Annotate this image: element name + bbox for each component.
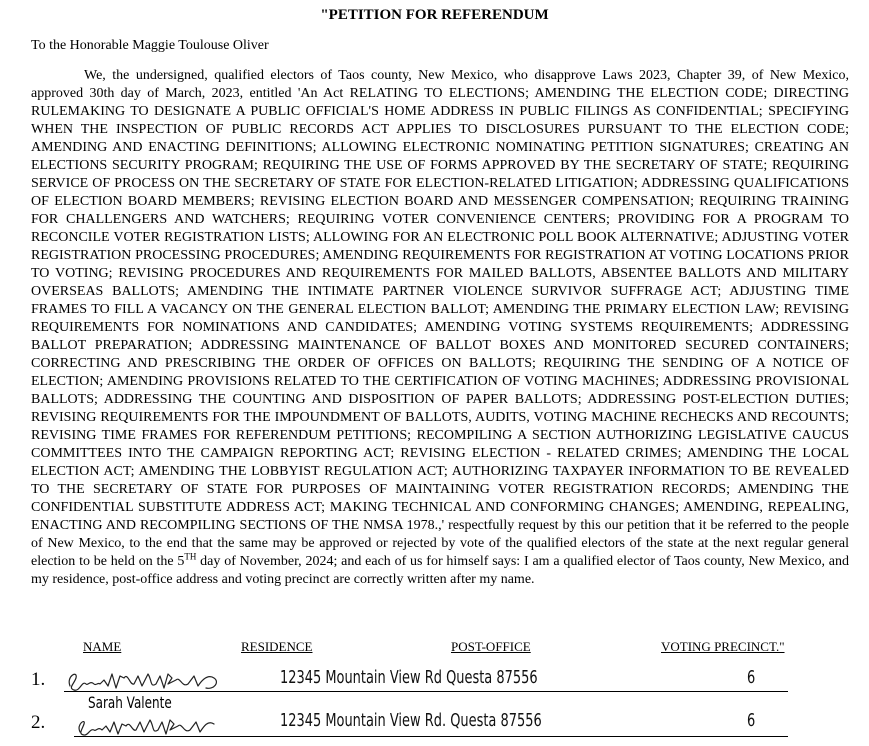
petition-body-end: day of November, 2024; and each of us for himself says: I am a qualified elector of Taos county, New Mexico, and my residence, post-office address and voting precinct are correctly written after my name. (31, 554, 850, 587)
column-header-name: NAME (83, 639, 122, 654)
ordinal-superscript: TH (184, 551, 197, 562)
row-number: 2. (31, 712, 46, 733)
salutation: To the Honorable Maggie Toulouse Oliver (31, 38, 269, 53)
signature-row (0, 706, 869, 746)
petition-body (31, 67, 849, 589)
residence-value: 12345 Mountain View Rd Questa 87556 (280, 667, 538, 688)
signature-image (74, 710, 224, 738)
printed-name: Sarah Valente (88, 693, 172, 712)
signature-image (64, 666, 234, 694)
precinct-value: 6 (747, 710, 756, 731)
page-title: "PETITION FOR REFERENDUM (320, 7, 549, 23)
residence-value: 12345 Mountain View Rd. Questa 87556 (280, 710, 542, 731)
row-number: 1. (31, 669, 46, 690)
petition-body-main: We, the undersigned, qualified electors of Taos county, New Mexico, who disapprove Laws 2023, Chapter 39, of New Mexico, approved 30th day of March, 2023, entitled 'An Act RELATING TO ELECTIONS; AMENDING THE ELECTION CODE; DIRECTING RULEMAKING TO DESIGNATE A PUBLIC OFFICIAL'S HOME ADDRESS IN PUBLIC FILINGS AS CONFIDENTIAL; SPECIFYING WHEN THE INSPECTION OF PUBLIC RECORDS ACT APPLIES TO DISCLOSURES PURSUANT TO THE ELECTION CODE; AMENDING AND ENACTING DEFINITIONS; ALLOWING ELECTRONIC NOMINATING PETITION SIGNATURES; CREATING AN ELECTIONS SECURITY PROGRAM; REQUIRING THE USE OF FORMS APPROVED BY THE SECRETARY OF STATE; REQUIRING SERVICE OF PROCESS ON THE SECRETARY OF STATE FOR ELECTION-RELATED LITIGATION; ADDRESSING QUALIFICATIONS OF ELECTION BOARD MEMBERS; REVISING ELECTION BOARD AND MESSENGER COMPENSATION; REQUIRING TRAINING FOR CHALLENGERS AND WATCHERS; REQUIRING VOTER CONVENIENCE CENTERS; PROVIDING FOR A PROGRAM TO RECONCILE VOTER REGISTRATION LISTS; ALLOWING FOR AN ELECTRONIC POLL BOOK ALTERNATIVE; ADJUSTING VOTER REGISTRATION PROCESSING PROCEDURES; AMENDING REQUIREMENTS FOR REGISTRATION AT VOTING LOCATIONS PRIOR TO VOTING; REVISING PROCEDURES AND REQUIREMENTS FOR MAILED BALLOTS, ABSENTEE BALLOTS AND MILITARY OVERSEAS BALLOTS; AMENDING THE INTIMATE PARTNER VIOLENCE SURVIVOR SUFFRAGE ACT; ADJUSTING TIME FRAMES TO FILL A VACANCY ON THE GENERAL ELECTION BALLOT; AMENDING THE PRIMARY ELECTION LAW; REVISING REQUIREMENTS FOR NOMINATIONS AND CANDIDATES; AMENDING VOTING SYSTEMS REQUIREMENTS; ADDRESSING BALLOT PREPARATION; ADDRESSING MAINTENANCE OF BALLOT BOXES AND MONITORED SECURED CONTAINERS; CORRECTING AND PRESCRIBING THE ORDER OF OFFICES ON BALLOTS; REQUIRING THE SENDING OF A NOTICE OF ELECTION; AMENDING PROVISIONS RELATED TO THE CERTIFICATION OF VOTING MACHINES; ADDRESSING PROVISIONAL BALLOTS; ADDRESSING THE COUNTING AND DISPOSITION OF PAPER BALLOTS; ADDRESSING POST-ELECTION DUTIES; REVISING REQUIREMENTS FOR THE IMPOUNDMENT OF BALLOTS, AUDITS, VOTING MACHINE RECHECKS AND RECOUNTS; REVISING TIME FRAMES FOR REFERENDUM PETITIONS; RECOMPILING A SECTION AUTHORIZING LEGISLATIVE CAUCUS COMMITTEES INTO THE CAMPAIGN REPORTING ACT; REVISING ELECTION - RELATED CRIMES; AMENDING THE LOCAL ELECTION ACT; AMENDING THE LOBBYIST REGULATION ACT; AUTHORIZING TAXPAYER INFORMATION TO BE REVEALED TO THE SECRETARY OF STATE FOR PURPOSES OF MAINTAINING VOTER REGISTRATION RECORDS; AMENDING THE CONFIDENTIAL SUBSTITUTE ADDRESS ACT; MAKING TECHNICAL AND CONFORMING CHANGES; AMENDING, REPEALING, ENACTING AND RECOMPILING SECTIONS OF THE NMSA 1978.,' respectfully request by this our petition that it be referred to the people of New Mexico, to the end that the same may be approved or rejected by vote of the qualified electors of the state at the next regular general election to be held on the 5 (31, 68, 849, 569)
column-header-residence: RESIDENCE (241, 639, 313, 654)
column-header-voting-precinct: VOTING PRECINCT." (661, 639, 785, 654)
precinct-value: 6 (747, 667, 756, 688)
entry-underline (74, 736, 788, 737)
entry-underline (64, 691, 788, 692)
column-header-post-office: POST-OFFICE (451, 639, 531, 654)
